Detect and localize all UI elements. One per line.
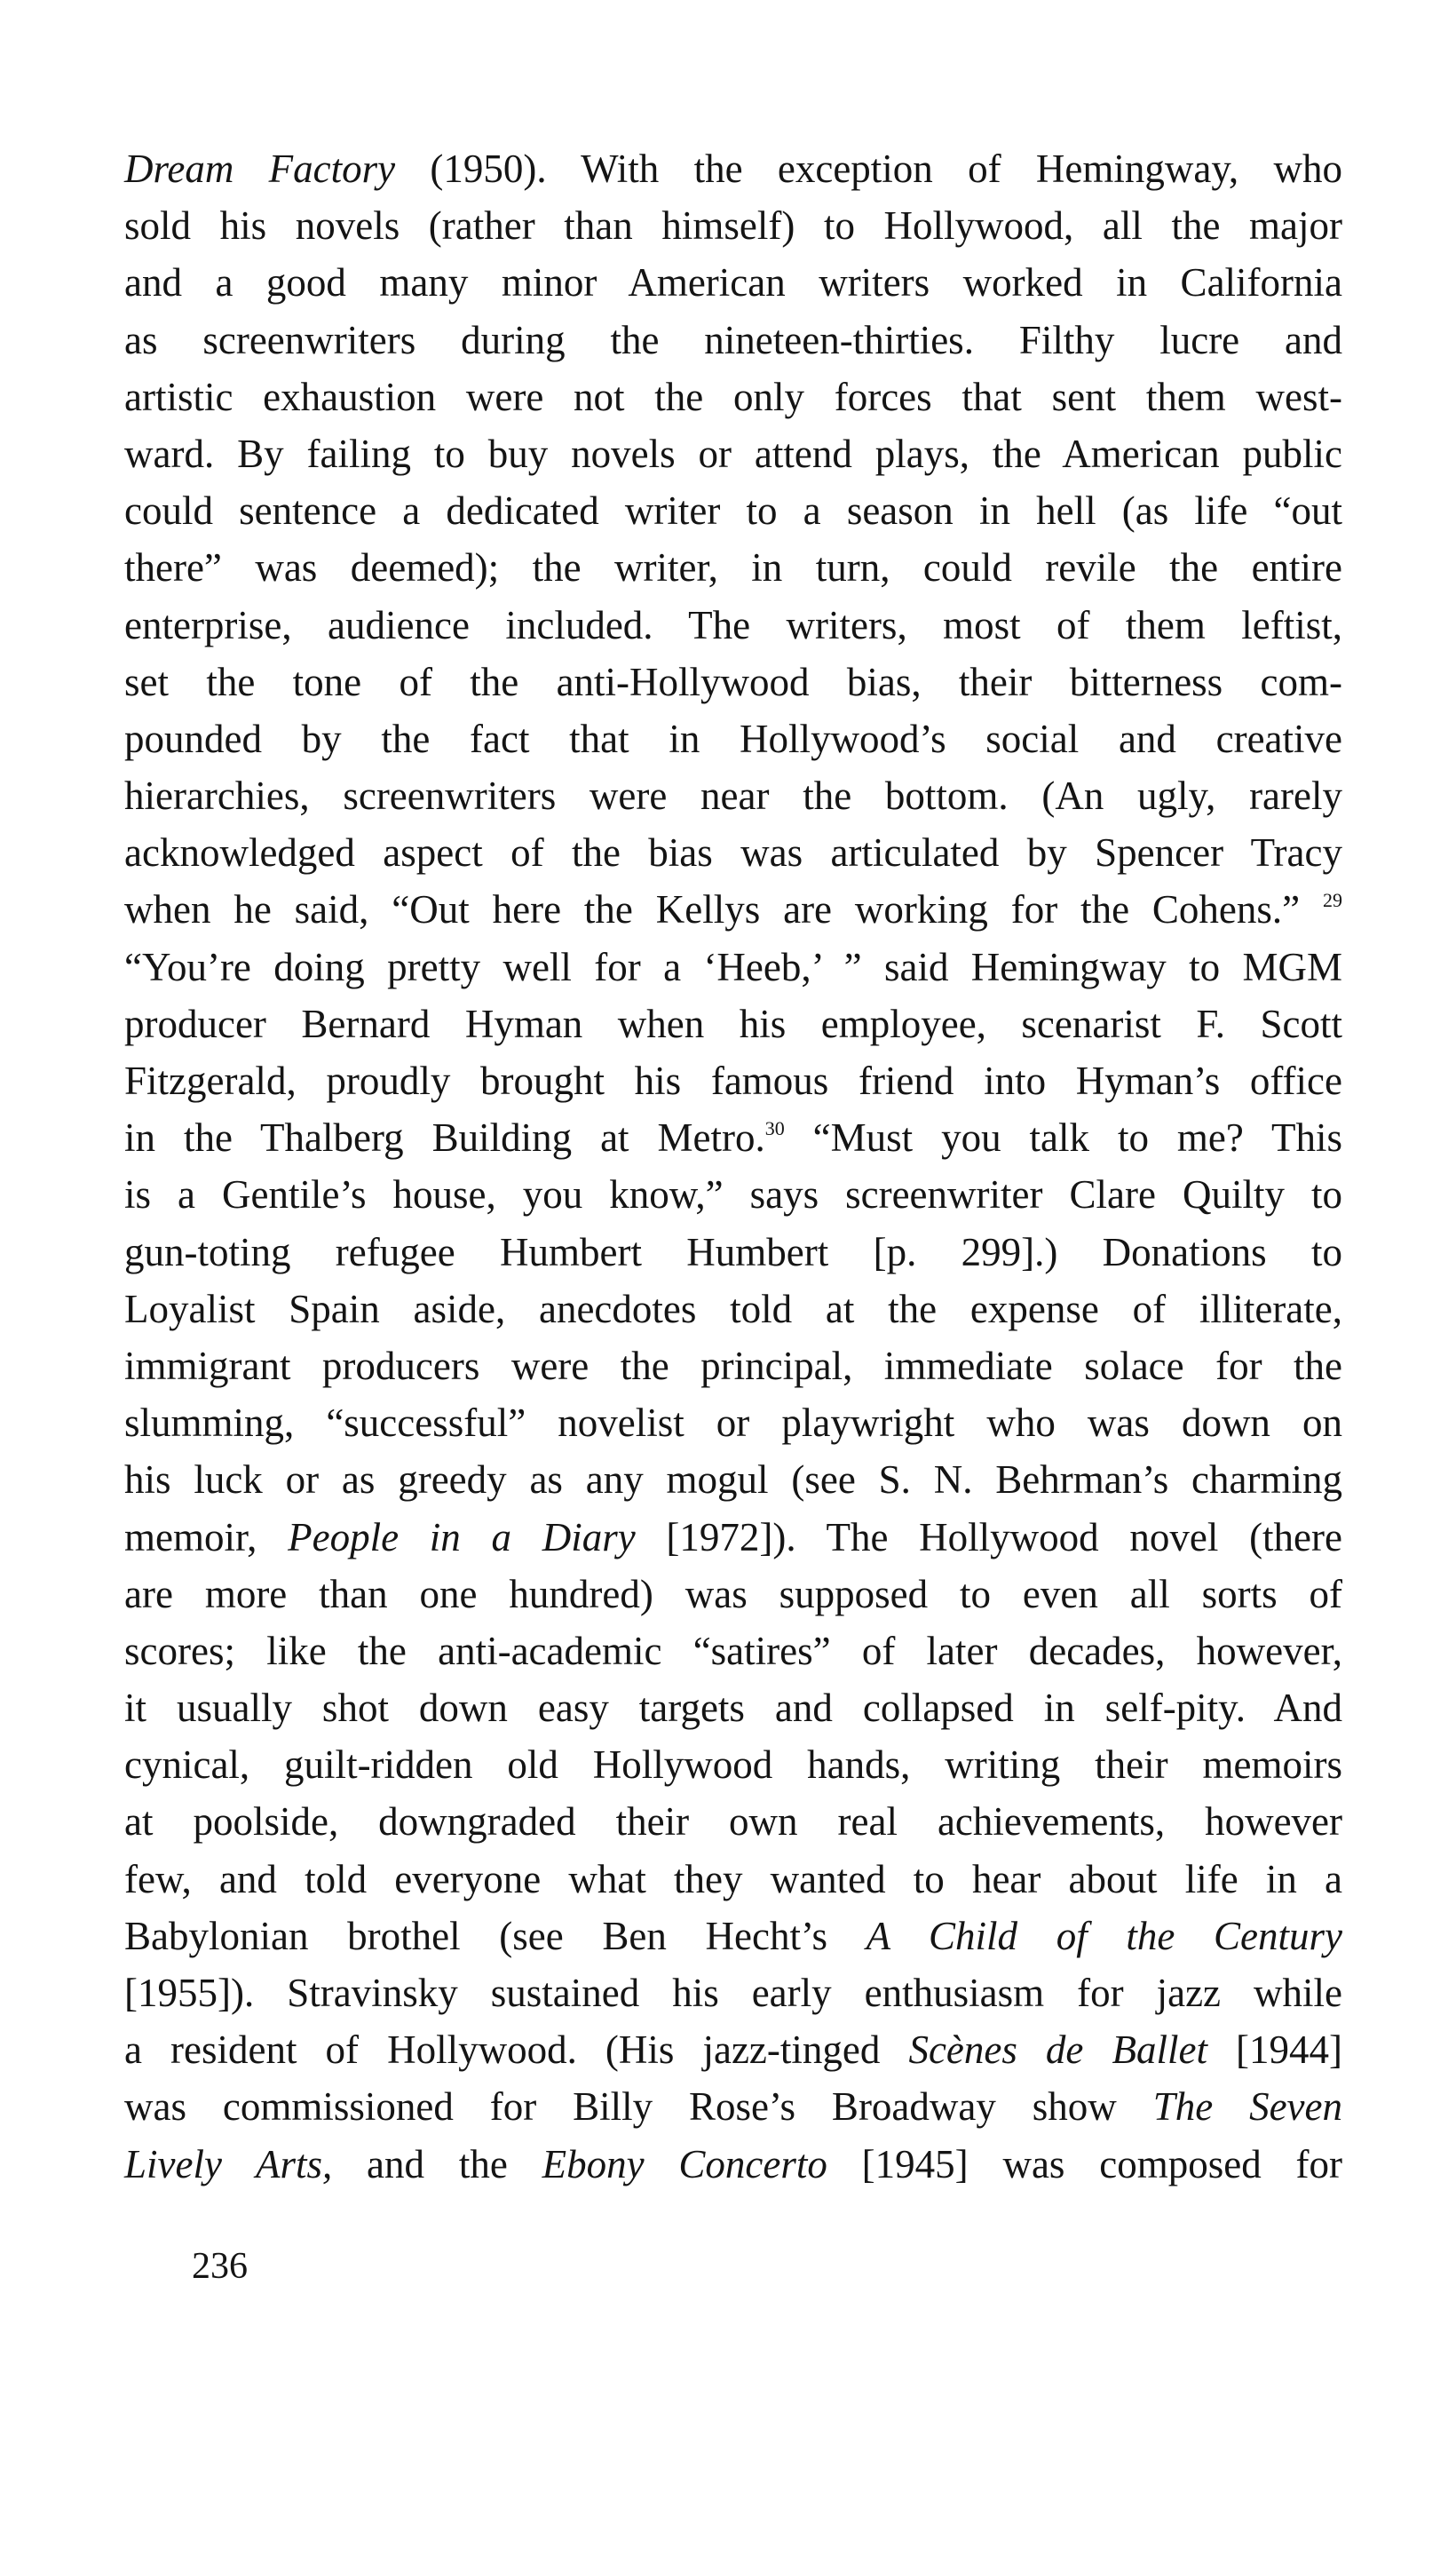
text-line xyxy=(124,1908,1342,1964)
text-line xyxy=(124,369,1342,425)
text-line xyxy=(124,1679,1342,1736)
text-segment: [1944] xyxy=(1207,2027,1342,2073)
text-segment: Fitzgerald, proudly brought his famous friend into Hyman’s office xyxy=(124,1059,1342,1103)
footnote-reference: 30 xyxy=(764,1117,785,1140)
text-segment: [1945] was composed for xyxy=(827,2141,1342,2186)
text-segment: Loyalist Spain aside, anecdotes told at the expense of illiterate, xyxy=(124,1286,1342,1331)
text-line xyxy=(124,1566,1342,1623)
text-line xyxy=(124,1793,1342,1850)
text-segment: gun-toting refugee Humbert Humbert [p. 299].) Donations to xyxy=(124,1229,1342,1274)
text-segment: artistic exhaustion were not the only forces that sent them west- xyxy=(124,374,1342,419)
italic-title-text: The Seven xyxy=(1152,2084,1342,2130)
text-line xyxy=(124,197,1342,254)
text-line xyxy=(124,482,1342,539)
text-line xyxy=(124,824,1342,881)
italic-title-text: Lively Arts, xyxy=(124,2141,333,2186)
italic-title-text: Scènes de Ballet xyxy=(908,2027,1207,2073)
text-line xyxy=(124,1052,1342,1109)
text-segment: “Must you talk to me? This xyxy=(784,1115,1342,1161)
text-line xyxy=(124,539,1342,596)
text-segment: when he said, “Out here the Kellys are working for the Cohens.” xyxy=(124,887,1323,932)
text-line xyxy=(124,710,1342,767)
text-line xyxy=(124,1509,1342,1566)
text-line xyxy=(124,767,1342,824)
text-line xyxy=(124,1109,1342,1166)
text-line xyxy=(124,312,1342,369)
text-line xyxy=(124,2078,1342,2135)
text-line xyxy=(124,2136,1342,2193)
text-segment: in the Thalberg Building at Metro. xyxy=(124,1115,765,1161)
text-segment: memoir, xyxy=(124,1514,289,1559)
text-line xyxy=(124,1451,1342,1508)
text-segment: his luck or as greedy as any mogul (see S. N. Behrman’s charming xyxy=(124,1457,1342,1503)
text-line xyxy=(124,1623,1342,1679)
text-segment: (1950). With the exception of Hemingway, who xyxy=(395,147,1342,191)
text-segment: Babylonian brothel (see Ben Hecht’s xyxy=(124,1913,866,1958)
text-line xyxy=(124,939,1342,996)
text-segment: producer Bernard Hyman when his employee, scenarist F. Scott xyxy=(124,1001,1342,1046)
italic-title-text: Ebony Concerto xyxy=(542,2141,827,2186)
text-line xyxy=(124,1166,1342,1223)
text-segment: could sentence a dedicated writer to a season in hell (as life “out xyxy=(124,488,1342,534)
text-segment: ward. By failing to buy novels or attend plays, the American public xyxy=(124,431,1342,476)
text-segment: hierarchies, screenwriters were near the bottom. (An ugly, rarely xyxy=(124,774,1342,819)
text-segment: there” was deemed); the writer, in turn, could revile the entire xyxy=(124,545,1342,591)
text-segment: it usually shot down easy targets and collapsed in self-pity. And xyxy=(124,1686,1342,1731)
body-text xyxy=(124,140,1342,2193)
text-segment: as screenwriters during the nineteen-thirties. Filthy lucre and xyxy=(124,317,1342,362)
text-line xyxy=(124,881,1342,938)
footnote-reference: 29 xyxy=(1323,889,1342,912)
text-segment: are more than one hundred) was supposed to even all sorts of xyxy=(124,1571,1342,1616)
text-segment: at poolside, downgraded their own real achievements, however xyxy=(124,1799,1342,1845)
text-segment: few, and told everyone what they wanted to hear about life in a xyxy=(124,1856,1342,1901)
text-segment: pounded by the fact that in Hollywood’s social and creative xyxy=(124,716,1342,761)
text-segment: immigrant producers were the principal, immediate solace for the xyxy=(124,1343,1342,1388)
text-segment: acknowledged aspect of the bias was articulated by Spencer Tracy xyxy=(124,830,1342,876)
text-line xyxy=(124,996,1342,1052)
text-line xyxy=(124,1337,1342,1394)
text-segment: scores; like the anti-academic “satires” of later decades, however, xyxy=(124,1628,1342,1673)
text-line xyxy=(124,1964,1342,2021)
text-line xyxy=(124,1224,1342,1281)
text-line xyxy=(124,425,1342,482)
text-segment: sold his novels (rather than himself) to Hollywood, all the major xyxy=(124,203,1342,249)
text-segment: is a Gentile’s house, you know,” says screenwriter Clare Quilty to xyxy=(124,1172,1342,1218)
text-segment: set the tone of the anti-Hollywood bias, their bitterness com- xyxy=(124,659,1342,704)
italic-title-text: A Child of the Century xyxy=(866,1913,1342,1958)
text-line xyxy=(124,597,1342,654)
text-line xyxy=(124,1281,1342,1337)
text-line xyxy=(124,1394,1342,1451)
text-line xyxy=(124,1736,1342,1793)
text-segment: and the xyxy=(332,2141,542,2186)
text-line xyxy=(124,254,1342,311)
italic-title-text: Dream Factory xyxy=(124,147,396,191)
text-segment: slumming, “successful” novelist or playwright who was down on xyxy=(124,1401,1342,1446)
text-segment: a resident of Hollywood. (His jazz-tinged xyxy=(124,2027,909,2073)
text-segment: [1955]). Stravinsky sustained his early enthusiasm for jazz while xyxy=(124,1971,1342,2015)
italic-title-text: People in a Diary xyxy=(288,1514,636,1559)
page-number: 236 xyxy=(192,2246,248,2287)
text-line xyxy=(124,654,1342,710)
text-segment: enterprise, audience included. The writers, most of them leftist, xyxy=(124,602,1342,647)
text-segment: cynical, guilt-ridden old Hollywood hands, writing their memoirs xyxy=(124,1742,1342,1788)
text-segment: “You’re doing pretty well for a ‘Heeb,’ ” said Hemingway to MGM xyxy=(124,944,1342,989)
text-line xyxy=(124,140,1342,197)
text-segment: [1972]). The Hollywood novel (there xyxy=(635,1514,1342,1559)
text-line xyxy=(124,2021,1342,2078)
text-segment: and a good many minor American writers worked in California xyxy=(124,260,1342,305)
text-line xyxy=(124,1851,1342,1908)
text-segment: was commissioned for Billy Rose’s Broadway show xyxy=(124,2084,1153,2130)
